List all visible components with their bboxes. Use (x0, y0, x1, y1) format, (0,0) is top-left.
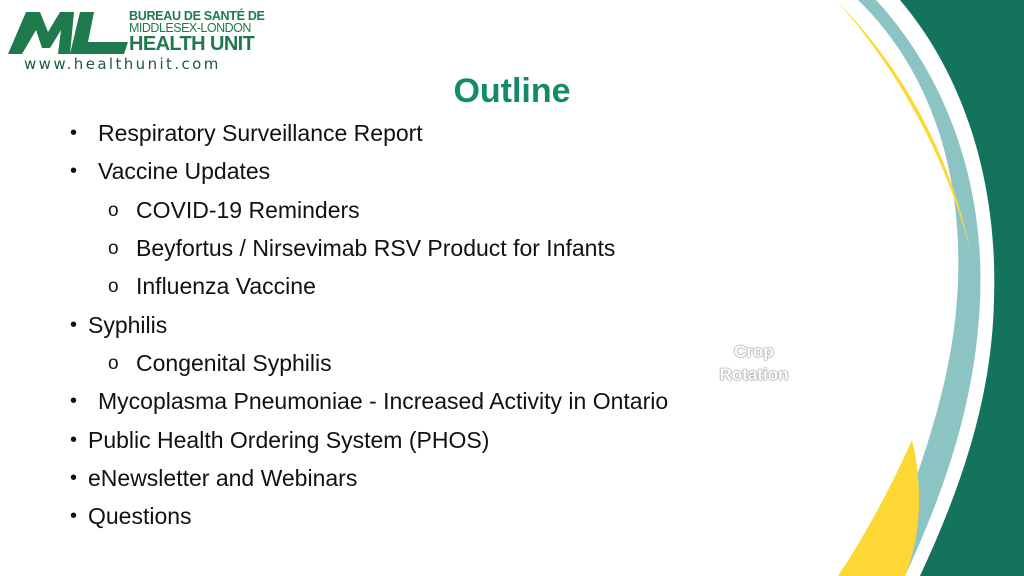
outline-subitem-congenital-syphilis: Congenital Syphilis (136, 350, 332, 376)
sub-bullet-icon: o (108, 276, 119, 297)
logo-text (129, 10, 265, 54)
logo-line-3: HEALTH UNIT (129, 33, 255, 55)
sub-bullet-icon: o (108, 238, 119, 259)
logo-line-1: BUREAU DE SANTÉ DE (129, 9, 265, 23)
bullet-icon: • (70, 314, 78, 336)
health-unit-logo (8, 8, 278, 78)
outline-item-syphilis: Syphilis (88, 312, 168, 338)
website-url: www.healthunit.com (24, 55, 221, 73)
logo-line-2: MIDDLESEX-LONDON (129, 21, 251, 35)
bullet-icon: • (70, 467, 78, 489)
crop-rotation-watermark (712, 340, 796, 386)
bullet-icon: • (70, 429, 78, 451)
outline-subitem-covid-reminders: COVID-19 Reminders (136, 197, 360, 223)
sub-bullet-icon: o (108, 353, 119, 374)
watermark-line-2: Rotation (719, 365, 789, 384)
bullet-icon: • (70, 160, 78, 182)
watermark-line-1: Crop (734, 342, 774, 361)
ml-logo-icon (8, 12, 128, 54)
outline-subitem-influenza: Influenza Vaccine (136, 273, 316, 299)
outline-subitem-beyfortus: Beyfortus / Nirsevimab RSV Product for Infants (136, 235, 616, 261)
outline-item-questions: Questions (88, 503, 192, 529)
outline-item-vaccine-updates: Vaccine Updates (98, 158, 271, 184)
bullet-icon: • (70, 390, 78, 412)
bullet-icon: • (70, 122, 78, 144)
outline-item-mycoplasma: Mycoplasma Pneumoniae - Increased Activity in Ontario (98, 388, 669, 414)
yellow-lower-swoosh (838, 440, 919, 576)
outline-item-phos: Public Health Ordering System (PHOS) (88, 427, 490, 453)
outline-item-respiratory-surveillance: Respiratory Surveillance Report (98, 120, 423, 146)
slide-title: Outline (453, 72, 571, 110)
outline-item-enewsletter: eNewsletter and Webinars (88, 465, 358, 491)
bullet-icon: • (70, 505, 78, 527)
sub-bullet-icon: o (108, 200, 119, 221)
